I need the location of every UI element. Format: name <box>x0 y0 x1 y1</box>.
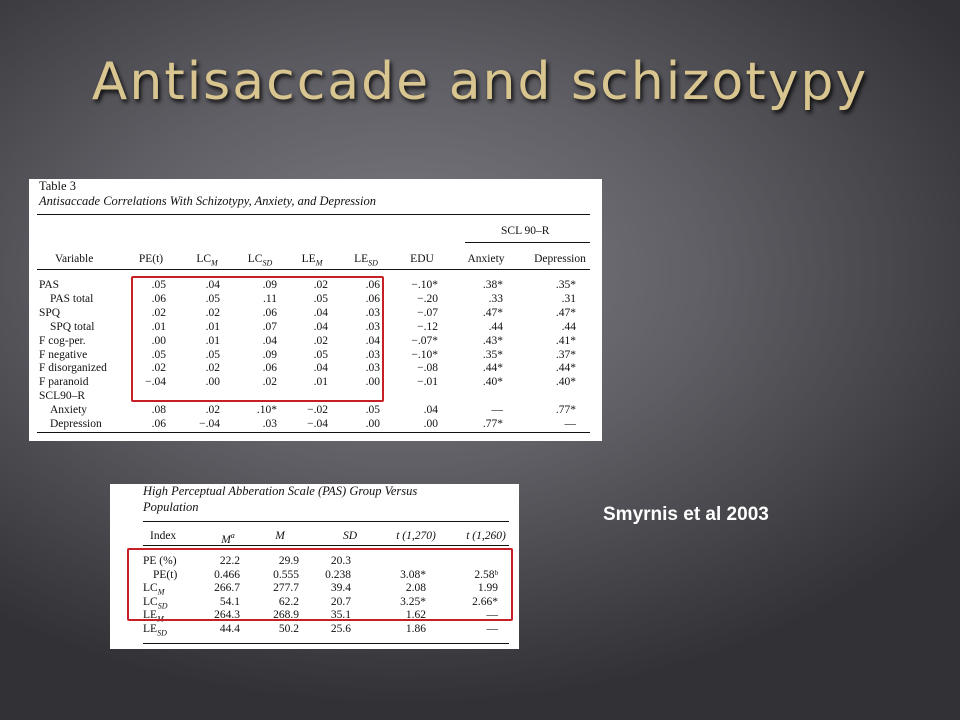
table3-cell: .43* <box>482 334 503 347</box>
table3-cell: −.08 <box>417 362 438 375</box>
table3-cell: .05 <box>313 292 328 305</box>
table4-col-header: SD <box>342 530 358 542</box>
table4-col-header: Index <box>150 530 177 542</box>
table3-row-label: F paranoid <box>39 376 89 389</box>
table3-row-label: F negative <box>39 348 88 361</box>
table4-cell: 20.7 <box>330 595 351 608</box>
table3-cell: .11 <box>263 292 277 305</box>
table3-cell: .04 <box>262 334 277 347</box>
table3-cell: .06 <box>365 292 380 305</box>
table4-cell: 22.2 <box>219 555 240 567</box>
table3-cell: −.07* <box>411 334 438 347</box>
table4-col-header: $M^a$ <box>221 531 235 546</box>
table3-cell: .33 <box>488 292 503 305</box>
table4-bottom-rule <box>143 643 509 644</box>
table4-cell: 0.466 <box>214 568 240 581</box>
table3-top-rule <box>37 214 590 215</box>
table3-cell: .02 <box>313 279 328 291</box>
table3-cell: .05 <box>205 292 220 305</box>
table3-cell: .06 <box>151 292 166 305</box>
table3-cell: .10* <box>256 404 277 417</box>
table4-caption-line2: Population <box>143 500 199 514</box>
table3-cell: .44 <box>561 320 576 333</box>
table3-row-label: SCL90–R <box>39 390 86 403</box>
table3-caption: Antisaccade Correlations With Schizotypy, Anxiety, and Depression <box>39 194 376 208</box>
table4-row-label: $LC_{SD}$ <box>143 595 168 610</box>
table4-caption-line1: High Perceptual Abberation Scale (PAS) Group Versus <box>143 484 418 498</box>
table3-cell: .44 <box>488 320 503 333</box>
table4-cell: 264.3 <box>214 609 240 621</box>
table3-col-header: $LC_M$ <box>196 253 218 268</box>
table3-cell: .09 <box>262 279 277 291</box>
table3-cell: −.12 <box>417 320 438 333</box>
table3-highlight-box <box>131 276 384 402</box>
table4-cell: 35.1 <box>330 609 351 621</box>
table4-cell: 1.99 <box>477 582 498 594</box>
table3-cell: .04 <box>205 279 220 291</box>
table4-cell: 0.555 <box>273 568 299 581</box>
table4-cell: 2.58ᵇ <box>474 568 498 581</box>
table3-cell: .07 <box>262 320 277 333</box>
table3-row-label: Anxiety <box>50 404 88 417</box>
table3-col-header: $LE_M$ <box>301 253 323 268</box>
table3-cell: .01 <box>205 320 220 333</box>
table4-cell: 268.9 <box>273 609 299 621</box>
table4-cell: 2.08 <box>405 582 426 594</box>
table3-cell: — <box>564 418 576 430</box>
table3-cell: .00 <box>205 376 220 389</box>
table3-cell: −.01 <box>417 376 438 389</box>
table3-cell: .02 <box>205 306 220 319</box>
table3-col-header: $LE_{SD}$ <box>354 253 378 268</box>
table3-cell: −.10* <box>411 279 438 291</box>
table3-cell: .02 <box>313 334 328 347</box>
table3-cell: −.20 <box>417 292 438 305</box>
table3-row-label: PAS total <box>50 292 94 305</box>
table4-cell: 50.2 <box>278 622 299 635</box>
table3-cell: .03 <box>365 348 380 361</box>
table4-cell: 3.08* <box>400 568 426 581</box>
table3-cell: .00 <box>365 376 380 389</box>
table3-col-header: Variable <box>55 253 94 265</box>
table3-cell: .02 <box>262 376 277 389</box>
table3-cell: .01 <box>313 376 328 389</box>
table3-cell: .09 <box>262 348 277 361</box>
table4-row-label: $LE_{SD}$ <box>143 622 167 637</box>
table3-col-subscript: SD <box>368 258 378 268</box>
table3-cell: .06 <box>151 418 166 430</box>
table3-cell: .03 <box>365 362 380 375</box>
table3-cell: .04 <box>365 334 380 347</box>
table4-row-subscript: SD <box>157 627 167 637</box>
table4-cell: 29.9 <box>278 555 299 567</box>
table3-cell: .77* <box>482 418 503 430</box>
table3-cell: .08 <box>151 404 166 417</box>
table4-row-label: PE(t) <box>153 568 178 581</box>
table3-cell: .47* <box>482 306 503 319</box>
table3-cell: −.07 <box>417 306 438 319</box>
table3-cell: .02 <box>151 362 166 375</box>
table4-cell: — <box>486 622 498 635</box>
table4-row-label: $LC_M$ <box>143 582 165 597</box>
table4-row-subscript: SD <box>157 600 168 610</box>
table3-cell: .05 <box>205 348 220 361</box>
table4-cell: 20.3 <box>330 555 351 567</box>
table3-cell: .47* <box>555 306 576 319</box>
table4-row-label: PE (%) <box>143 555 177 567</box>
table3-cell: .44* <box>482 362 503 375</box>
table3-cell: .05 <box>151 348 166 361</box>
table4-highlight-box <box>127 548 513 624</box>
table3-cell: — <box>491 404 503 417</box>
table4-cell: 2.66* <box>472 595 498 608</box>
table3-cell: .44* <box>555 362 576 375</box>
table3-bottom-rule <box>37 432 590 433</box>
table3-col-header: $LC_{SD}$ <box>247 253 273 268</box>
table3-cell: .05 <box>365 404 380 417</box>
table3-cell: .77* <box>555 404 576 417</box>
table3-cell: .00 <box>423 418 438 430</box>
table3-cell: .06 <box>262 362 277 375</box>
table3-col-subscript: SD <box>262 258 273 268</box>
table3-cell: .06 <box>365 279 380 291</box>
table4-cell: 1.62 <box>405 609 426 621</box>
table3-cell: .41* <box>555 334 576 347</box>
table4-cell: 277.7 <box>273 582 299 594</box>
table3-cell: −.04 <box>145 376 166 389</box>
table3-cell: .03 <box>262 418 277 430</box>
table4-row-label: $LE_M$ <box>143 609 164 624</box>
table4-col-header: M <box>275 530 285 542</box>
table4-col-header: t (1,270) <box>396 530 436 542</box>
table3-cell: .01 <box>151 320 166 333</box>
table3-cell: .01 <box>205 334 220 347</box>
table3-cell: .38* <box>482 279 503 291</box>
table3-cell: .04 <box>423 404 438 417</box>
table4-cell: 25.6 <box>330 622 351 635</box>
table3-cell: .02 <box>205 404 220 417</box>
table4-cell: 44.4 <box>219 622 240 635</box>
table3-cell: .40* <box>482 376 503 389</box>
table3-cell: −.04 <box>307 418 328 430</box>
table3-cell: .02 <box>151 306 166 319</box>
table3-row-label: Depression <box>50 418 102 430</box>
table3-cell: .00 <box>365 418 380 430</box>
table4-cell: 39.4 <box>330 582 351 594</box>
table3-cell: .35* <box>482 348 503 361</box>
table3-col-header: Anxiety <box>467 253 505 265</box>
table3-cell: .03 <box>365 320 380 333</box>
table3-cell: .40* <box>555 376 576 389</box>
table3-row-label: PAS <box>39 279 60 291</box>
table3-col-header: PE(t) <box>138 253 164 265</box>
table4-col-superscript: a <box>230 531 235 540</box>
table3-cell: .05 <box>151 279 166 291</box>
table3-cell: .02 <box>205 362 220 375</box>
citation-text: Smyrnis et al 2003 <box>603 504 769 525</box>
table4-cell: 3.25* <box>400 595 426 608</box>
table4-row-subscript: M <box>157 614 164 624</box>
table3-row-label: F disorganized <box>39 362 107 375</box>
table3-cell: .35* <box>555 279 576 291</box>
table3-group-header: SCL 90–R <box>501 225 550 237</box>
table3-col-header: Depression <box>534 253 586 265</box>
table3-cell: .06 <box>262 306 277 319</box>
table3-cell: .04 <box>313 362 328 375</box>
table3-group-rule <box>465 242 590 243</box>
table3-cell: .37* <box>555 348 576 361</box>
table3-col-subscript: M <box>315 258 323 268</box>
table3-cell: −.04 <box>199 418 220 430</box>
table3-col-subscript: M <box>211 258 218 268</box>
table4-cell: 0.238 <box>325 568 351 581</box>
table4-top-rule <box>143 521 509 522</box>
table3-cell: .31 <box>561 292 576 305</box>
table3-row-label: SPQ <box>39 306 61 319</box>
table4-cell: 54.1 <box>219 595 240 608</box>
table4-cell: 1.86 <box>405 622 426 635</box>
table3-cell: .04 <box>313 306 328 319</box>
table3-cell: −.10* <box>411 348 438 361</box>
table3-cell: .03 <box>365 306 380 319</box>
table3-cell: −.02 <box>307 404 328 417</box>
table3-cell: .00 <box>151 334 166 347</box>
table3-row-label: F cog-per. <box>39 334 86 347</box>
table3-label: Table 3 <box>39 179 76 193</box>
table4-row-subscript: M <box>157 587 165 597</box>
table4-cell: 62.2 <box>278 595 299 608</box>
table3-row-label: SPQ total <box>50 320 95 333</box>
table4-cell: 266.7 <box>214 582 240 594</box>
table3-cell: .05 <box>313 348 328 361</box>
slide-title: Antisaccade and schizotypy <box>91 52 869 112</box>
table4-cell: — <box>486 609 498 621</box>
table3-cell: .04 <box>313 320 328 333</box>
table4-col-header: t (1,260) <box>466 530 506 542</box>
table3-col-header: EDU <box>410 253 434 265</box>
